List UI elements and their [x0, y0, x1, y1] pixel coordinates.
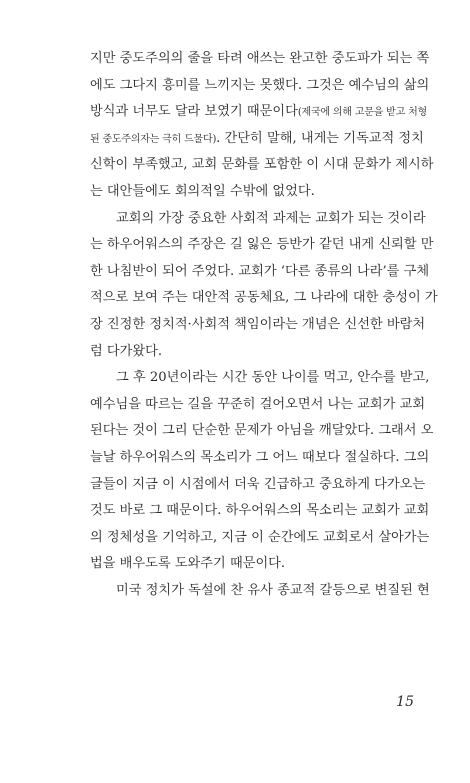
- text-line: 교회의 가장 중요한 사회적 과제는 교회가 되는 것이라: [116, 210, 426, 226]
- text-line: 의 정체성을 기억하고, 지금 이 순간에도 교회로서 살아가는: [90, 529, 430, 545]
- body-text: [90, 46, 438, 604]
- text-fragment: 방식과 너무도 달라 보였기 때문이다: [90, 104, 298, 120]
- text-line: 는 하우어워스의 주장은 길 잃은 등반가 같던 내게 신뢰할 만: [90, 237, 434, 253]
- text-line: 장 진정한 정치적·사회적 책임이라는 개념은 신선한 바람처: [90, 316, 426, 332]
- text-line: 미국 정치가 독설에 찬 유사 종교적 갈등으로 변질된 현: [116, 582, 430, 598]
- text-line: 는 대안들에도 회의적일 수밖에 없었다.: [90, 183, 315, 199]
- text-line: 한 나침반이 되어 주었다. 교회가 ‘다른 종류의 나라’를 구체: [90, 263, 430, 279]
- parenthetical-note: 된 중도주의자는 극히 드물다): [90, 133, 217, 145]
- text-line: 것도 바로 그 때문이다. 하우어워스의 목소리는 교회가 교회: [90, 503, 430, 519]
- text-line: 에도 그다지 흥미를 느끼지는 못했다. 그것은 예수님의 삶의: [90, 77, 430, 93]
- text-fragment: . 간단히 말해, 내게는 기독교적 정치: [216, 130, 424, 146]
- text-line: 예수님을 따르는 길을 꾸준히 걸어오면서 나는 교회가 교회: [90, 396, 426, 412]
- text-line: [90, 126, 424, 153]
- text-line: [90, 99, 427, 126]
- text-line: 적으로 보여 주는 대안적 공동체요, 그 나라에 대한 충성이 가: [90, 290, 438, 306]
- text-line: 지만 중도주의의 줄을 타려 애쓰는 완고한 중도파가 되는 쪽: [90, 51, 430, 66]
- text-line: 럼 다가왔다.: [90, 343, 163, 359]
- text-line: 늘날 하우어워스의 목소리가 그 어느 때보다 절실하다. 그의: [90, 449, 430, 465]
- text-line: 그 후 20년이라는 시간 동안 나이를 먹고, 안수를 받고,: [116, 370, 430, 386]
- page-number: 15: [396, 694, 414, 710]
- text-line: 법을 배우도록 도와주기 때문이다.: [90, 556, 286, 572]
- text-line: 글들이 지금 이 시점에서 더욱 긴급하고 중요하게 다가오는: [90, 476, 426, 492]
- parenthetical-note: (제국에 의해 고문을 받고 처형: [297, 107, 427, 119]
- text-line: 신학이 부족했고, 교회 문화를 포함한 이 시대 문화가 제시하: [90, 157, 434, 173]
- text-line: 된다는 것이 그리 단순한 문제가 아님을 깨달았다. 그래서 오: [90, 423, 434, 439]
